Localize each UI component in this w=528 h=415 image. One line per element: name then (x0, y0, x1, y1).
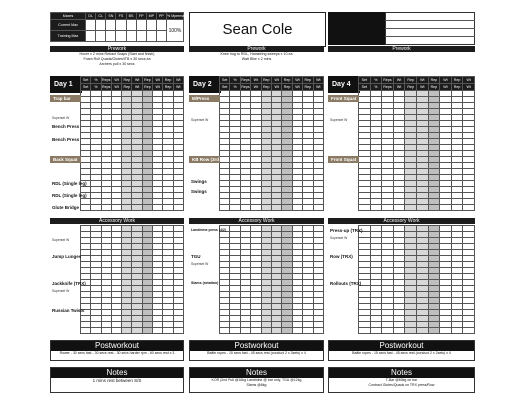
log-grid (80, 76, 184, 211)
accessory-label: Accessory Work (50, 218, 184, 224)
postworkout-line: Battle ropes - 15 secs fast - 45 secs rest (conduct 2 x 2sets) x 4 (352, 351, 451, 355)
grid-header-cell: Wt (313, 84, 323, 91)
exercise-label: RDL (Single leg) (52, 193, 87, 198)
grid-cell (101, 205, 111, 211)
notes-col-2 (189, 367, 324, 393)
grid-cell (451, 328, 463, 334)
grid-cell (153, 205, 163, 211)
postworkout-label: Postworkout (190, 341, 323, 351)
postworkout-label: Postworkout (329, 341, 474, 351)
superset-label: Superset W (191, 118, 209, 122)
notes-col-3 (328, 367, 475, 393)
grid-cell (163, 328, 173, 334)
grid-cell (463, 328, 475, 334)
grid-header-cell: Wt (313, 77, 323, 84)
grid-cell (122, 328, 132, 334)
grid-cell (230, 328, 240, 334)
grid-header-cell: Rep (144, 78, 151, 82)
grid-cell (251, 328, 261, 334)
grid-header-cell: Rep (262, 78, 270, 82)
superset-label: Superset W (52, 238, 70, 242)
max-col: FP (136, 13, 146, 20)
prework-col-3 (328, 46, 475, 52)
maxes-title: Maxes (51, 13, 86, 20)
grid-header-cell: Set (359, 84, 371, 91)
grid-cell (111, 205, 121, 211)
grid-header-cell: Set (220, 77, 230, 84)
grid-header-cell: Wt (292, 77, 302, 84)
prework-line: Foam Roll Quads/Glutes/ITB x 30 secs ea (83, 57, 151, 61)
exercise-label: Rollouts (TRX) (330, 281, 362, 286)
grid-header-cell: Wt (440, 77, 452, 84)
grid-cell (416, 328, 428, 334)
grid-header-cell: Reps (383, 85, 392, 89)
grid-cell (142, 328, 152, 334)
grid-header-cell: Wt (416, 84, 428, 91)
notes-col-1 (50, 367, 184, 393)
superset-label: Superset W (330, 236, 348, 240)
day-title: Day 4 (328, 76, 360, 93)
grid-header-cell: Wt (416, 77, 428, 84)
superset-label: Superset W (191, 262, 209, 266)
grid-cell (451, 205, 463, 211)
exercise-label: Trap bar Deadlift (50, 95, 81, 102)
postworkout-line: Rower - 30 secs fast - 30 secs rest - 30 secs harder rpm - 60 secs rest x 3 (59, 351, 175, 355)
accessory-label: Accessory Work (328, 218, 475, 224)
grid-cell (101, 328, 111, 334)
grid-header-cell: Wt (111, 84, 121, 91)
exercise-label: Jump Lunges (52, 254, 82, 259)
exercise-label: Back Squat (50, 156, 81, 163)
grid-cell (428, 205, 440, 211)
log-grid (358, 76, 475, 211)
grid-header-cell: Rep (405, 84, 417, 91)
grid-header-cell: Wt (132, 84, 142, 91)
grid-header-cell: Reps (102, 78, 111, 82)
grid-header-cell: Rep (164, 78, 172, 82)
grid-cell (271, 328, 281, 334)
grid-header-cell: Wt (153, 84, 163, 91)
max-col: PP (156, 13, 166, 20)
current-max-label: Current Max (51, 20, 86, 31)
grid-header-cell: Rep (283, 85, 291, 89)
grid-header-cell: Set (220, 84, 230, 91)
notes-label: Notes (329, 368, 474, 378)
superset-label: Superset W (330, 118, 348, 122)
grid-cell (303, 328, 313, 334)
grid-cell (393, 328, 405, 334)
max-col: CL (96, 13, 106, 20)
postworkout-label: Postworkout (51, 341, 183, 351)
grid-header-cell: Wt (463, 84, 475, 91)
grid-cell (122, 205, 132, 211)
day-column-3 (328, 76, 475, 216)
exercise-label: Front Squat (328, 95, 359, 102)
grid-header-cell: Rep (428, 84, 440, 91)
exercise-label: Slams (rotation) (191, 281, 219, 285)
grid-header-cell: Wt (111, 77, 121, 84)
notes-line: T-Bar @60kg on bar (385, 378, 418, 382)
max-col: DL (86, 13, 96, 20)
prework-col-1 (50, 46, 184, 67)
athlete-name: Sean Cole (189, 12, 326, 47)
grid-cell (393, 205, 405, 211)
exercise-label: Landmine press (4/2) (191, 228, 227, 232)
grid-cell (163, 205, 173, 211)
postworkout-col-3 (328, 340, 475, 361)
maxes-table (50, 12, 187, 44)
log-grid (219, 76, 324, 211)
grid-cell (382, 205, 394, 211)
grid-header-cell: Wt (292, 84, 302, 91)
postworkout-col-1 (50, 340, 184, 361)
prework-col-2 (189, 46, 324, 62)
exercise-label: Front Squat (328, 156, 359, 163)
day-title: Day 2 (189, 76, 221, 93)
log-grid (358, 225, 475, 334)
grid-header-cell: Wt (463, 77, 475, 84)
grid-header-cell: Rep (144, 85, 151, 89)
grid-cell (382, 328, 394, 334)
grid-cell (370, 205, 382, 211)
grid-header-cell: Rep (164, 85, 172, 89)
grid-header-cell: Reps (102, 85, 111, 89)
prework-label: Prework (189, 46, 324, 52)
notes-label: Notes (190, 368, 323, 378)
grid-cell (428, 328, 440, 334)
grid-cell (132, 205, 142, 211)
grid-header-cell: Rep (283, 78, 291, 82)
grid-cell (220, 328, 230, 334)
exercise-label: Bench Press (52, 124, 80, 129)
grid-header-cell: Wt (271, 84, 281, 91)
max-col: % Mpermax (167, 14, 187, 18)
prework-line: Watt Bike x 2 mins (241, 57, 272, 61)
superset-label: Superset W (52, 289, 70, 293)
prework-label: Prework (50, 46, 184, 52)
grid-cell (173, 328, 183, 334)
max-col: MP (146, 13, 156, 20)
grid-header-cell: Wt (153, 77, 163, 84)
max-col: BS (126, 13, 136, 20)
grid-cell (463, 205, 475, 211)
prework-line: Archers pull x 30 secs (99, 62, 135, 66)
grid-cell (142, 205, 152, 211)
exercise-label: M/Press (189, 95, 220, 102)
grid-header-cell: Wt (251, 77, 261, 84)
grid-header-cell: Reps (383, 78, 392, 82)
prework-line: Knee hug to RDL, Hamstring sweeps x 10 ea (220, 52, 293, 56)
grid-cell (91, 328, 101, 334)
max-col: SN (106, 13, 116, 20)
grid-header-cell: % (91, 77, 101, 84)
exercise-label: Bench Press (52, 137, 80, 142)
grid-cell (416, 205, 428, 211)
grid-header-cell: Wt (251, 84, 261, 91)
grid-header-cell: Rep (123, 85, 131, 89)
exercise-label: RDL (Single leg) (52, 181, 87, 186)
postworkout-col-2 (189, 340, 324, 361)
postworkout-line: Battle ropes - 15 secs fast - 45 secs rest (conduct 2 x 3sets) x 4 (207, 351, 306, 355)
accessory-label: Accessory Work (189, 218, 324, 224)
accessory-col-2 (189, 218, 324, 336)
percent-value: 100% (167, 20, 184, 42)
grid-header-cell: Wt (440, 84, 452, 91)
grid-cell (81, 328, 91, 334)
grid-cell (220, 205, 230, 211)
grid-cell (240, 205, 250, 211)
day-title: Day 1 (50, 76, 82, 93)
grid-header-cell: % (370, 84, 382, 91)
exercise-label: Swings (191, 179, 207, 184)
grid-header-cell: Rep (428, 77, 440, 84)
grid-cell (91, 205, 101, 211)
grid-header-cell: Set (81, 84, 91, 91)
day-column-2 (189, 76, 324, 216)
grid-header-cell: % (230, 84, 240, 91)
grid-cell (313, 328, 323, 334)
grid-cell (261, 328, 271, 334)
grid-header-cell: Wt (393, 77, 405, 84)
grid-cell (359, 205, 371, 211)
grid-cell (303, 205, 313, 211)
grid-cell (313, 205, 323, 211)
grid-header-cell: Set (81, 77, 91, 84)
notes-line: Contract Glutes/Quads on TRX press/Row (368, 383, 435, 387)
exercise-label: Glute Bridge (52, 205, 80, 210)
grid-cell (292, 205, 302, 211)
grid-cell (81, 205, 91, 211)
exercise-label: Jackknife (TRX) (52, 281, 86, 286)
grid-cell (173, 205, 183, 211)
grid-header-cell: Wt (173, 84, 183, 91)
accessory-col-3 (328, 218, 475, 336)
grid-header-cell: Wt (132, 77, 142, 84)
grid-cell (153, 328, 163, 334)
grid-cell (282, 328, 292, 334)
exercise-label: Press-up (TRX) (330, 228, 363, 233)
max-col: FS (116, 13, 126, 20)
grid-header-cell: % (370, 77, 382, 84)
grid-header-cell: Reps (241, 85, 250, 89)
grid-header-cell: Rep (304, 85, 312, 89)
accessory-col-1 (50, 218, 184, 336)
grid-cell (405, 205, 417, 211)
grid-cell (240, 328, 250, 334)
log-grid (80, 225, 184, 334)
grid-header-cell: % (230, 77, 240, 84)
notes-line: KOR (2nd Pull @16kg Landmine @ bar only, TGU @12kg (211, 378, 302, 382)
prework-label: Prework (328, 46, 475, 52)
grid-cell (282, 205, 292, 211)
exercise-label: Russian Twists (52, 308, 85, 313)
grid-cell (261, 205, 271, 211)
notes-label: Notes (51, 368, 183, 378)
grid-cell (370, 328, 382, 334)
grid-cell (230, 205, 240, 211)
grid-cell (271, 205, 281, 211)
grid-header-cell: Rep (262, 85, 270, 89)
grid-header-cell: Set (359, 77, 371, 84)
grid-header-cell: Wt (271, 77, 281, 84)
grid-cell (111, 328, 121, 334)
grid-cell (440, 205, 452, 211)
grid-header-cell: % (91, 84, 101, 91)
prework-line: Hover x 2 mins Retract Scaps (Start and finish) (79, 52, 155, 56)
grid-cell (132, 328, 142, 334)
grid-header-cell: Rep (405, 77, 417, 84)
exercise-label: KB Row (3rd Pull) (189, 156, 220, 163)
exercise-label: Row (TRX) (330, 254, 353, 259)
exercise-label: Swings (191, 189, 207, 194)
notes-line: 1 mins rest between S/S (92, 378, 142, 383)
exercise-label: TGU (191, 254, 201, 259)
grid-cell (292, 328, 302, 334)
grid-cell (251, 205, 261, 211)
grid-header-cell: Rep (451, 77, 463, 84)
superset-label: Superset W (52, 116, 70, 120)
grid-header-cell: Wt (393, 84, 405, 91)
grid-header-cell: Reps (241, 78, 250, 82)
grid-cell (440, 328, 452, 334)
grid-header-cell: Wt (173, 77, 183, 84)
right-top-box (328, 12, 475, 45)
grid-cell (405, 328, 417, 334)
grid-header-cell: Rep (451, 84, 463, 91)
grid-cell (359, 328, 371, 334)
notes-line: Slams @6kg (246, 383, 267, 387)
training-max-label: Training Max (51, 31, 86, 42)
grid-header-cell: Rep (304, 78, 312, 82)
day-column-1 (50, 76, 184, 216)
log-grid (219, 225, 324, 334)
grid-header-cell: Rep (123, 78, 131, 82)
